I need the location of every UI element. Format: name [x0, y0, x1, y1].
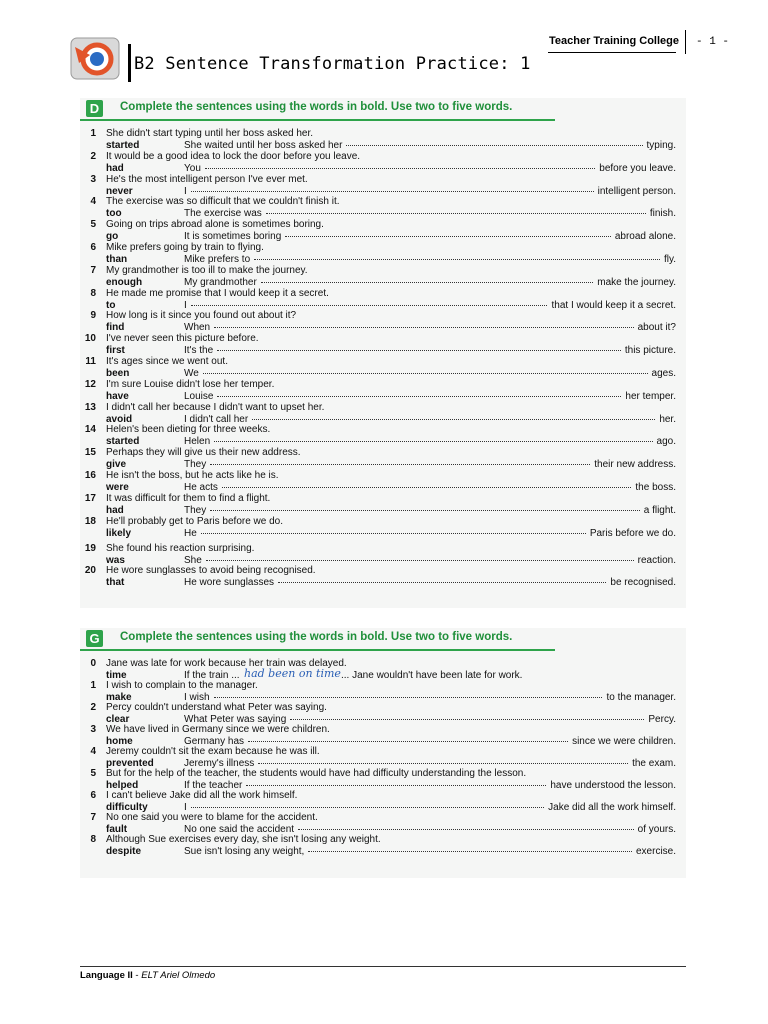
answer-blank-line: [252, 419, 655, 420]
exercise-d-letter: D: [86, 100, 103, 117]
item-prompt-start: Germany has: [184, 736, 245, 747]
answer-blank-line: [191, 305, 547, 306]
item-prompt-start: Helen: [184, 436, 211, 448]
exercise-item: [80, 151, 686, 175]
exercise-item: [80, 402, 686, 426]
item-number: 0: [90, 658, 96, 669]
item-prompt-end: be recognised.: [610, 577, 676, 589]
exercise-item: [80, 724, 686, 748]
item-prompt-start: Sue isn't losing any weight,: [184, 846, 305, 857]
item-keyword: make: [106, 692, 132, 703]
exercise-item: [80, 424, 686, 448]
exercise-item: [80, 174, 686, 198]
item-keyword: had: [106, 162, 124, 174]
answer-blank-line: [246, 785, 546, 786]
item-number: 15: [84, 447, 96, 459]
item-sentence: He'll probably get to Paris before we do.: [106, 515, 284, 527]
item-example-answer: had been on time: [244, 667, 341, 680]
item-keyword: difficulty: [106, 802, 148, 813]
item-sentence: Helen's been dieting for three weeks.: [106, 424, 271, 436]
exercise-item: [80, 702, 686, 726]
item-number: 5: [90, 219, 96, 231]
item-prompt-start: He acts: [184, 482, 218, 493]
item-prompt-end: abroad alone.: [614, 231, 676, 243]
item-prompt-start: No one said the accident: [184, 824, 295, 835]
answer-blank-line: [248, 741, 568, 742]
item-keyword: to: [106, 299, 116, 311]
item-prompt-start: I: [184, 802, 187, 813]
item-number: 1: [90, 128, 96, 139]
item-number: 2: [90, 702, 96, 713]
item-prompt-end: the boss.: [635, 482, 676, 493]
title-bar: [128, 44, 131, 82]
item-prompt-end: have understood the lesson.: [550, 780, 676, 791]
answer-blank-line: [222, 487, 631, 488]
footer-separator: -: [132, 970, 142, 981]
item-keyword: home: [106, 736, 133, 747]
exercise-d-instruction: Complete the sentences using the words in bold. Use two to five words.: [120, 101, 513, 113]
page-title: B2 Sentence Transformation Practice: 1: [134, 54, 531, 74]
item-prompt-start: I wish: [184, 692, 210, 703]
item-sentence: My grandmother is too ill to make the journey.: [106, 264, 308, 276]
item-prompt-start: She: [184, 554, 202, 566]
item-sentence: No one said you were to blame for the accident.: [106, 812, 318, 823]
item-sentence: I've never seen this picture before.: [106, 333, 259, 345]
item-prompt-start: I: [184, 299, 187, 311]
item-keyword: that: [106, 577, 125, 589]
item-prompt-end: this picture.: [624, 345, 676, 357]
exercise-g-letter: G: [86, 630, 103, 647]
item-sentence: She found his reaction surprising.: [106, 542, 255, 554]
item-keyword: first: [106, 345, 125, 357]
exercise-d-box: [80, 98, 686, 608]
item-prompt-end: since we were children.: [572, 736, 676, 747]
item-keyword: been: [106, 368, 130, 379]
item-number: 14: [84, 424, 96, 436]
item-keyword: started: [106, 436, 140, 448]
item-number: 10: [84, 333, 96, 345]
exercise-item: [80, 470, 686, 494]
item-sentence: He isn't the boss, but he acts like he is.: [106, 470, 279, 481]
item-prompt-end: a flight.: [643, 504, 676, 516]
item-sentence: It would be a good idea to lock the door before you leave.: [106, 150, 361, 162]
item-sentence: He's the most intelligent person I've ever met.: [106, 173, 308, 185]
item-prompt-end: her temper.: [625, 390, 676, 402]
exercise-item: [80, 768, 686, 792]
item-prompt-start: If the teacher: [184, 780, 243, 791]
item-prompt-end: that I would keep it a secret.: [551, 299, 676, 311]
exercise-item: [80, 680, 686, 704]
item-number: 5: [90, 768, 96, 779]
answer-blank-line: [217, 396, 621, 397]
item-number: 2: [90, 150, 96, 162]
item-number: 16: [84, 470, 96, 481]
item-sentence: Percy couldn't understand what Peter was saying.: [106, 702, 327, 713]
item-prompt-end: make the journey.: [597, 276, 676, 288]
item-sentence: Jane was late for work because her train was delayed.: [106, 658, 347, 669]
answer-blank-line: [258, 763, 628, 764]
item-prompt-end: intelligent person.: [597, 185, 676, 197]
footer-author: ELT Ariel Olmedo: [141, 970, 216, 981]
item-prompt-end: reaction.: [637, 554, 676, 566]
exercise-item: [80, 447, 686, 471]
answer-blank-line: [278, 582, 606, 583]
item-sentence: It was difficult for them to find a flight.: [106, 492, 271, 504]
item-number: 9: [90, 310, 96, 322]
item-number: 20: [84, 565, 96, 577]
item-number: 7: [90, 264, 96, 276]
exercise-g-box: [80, 628, 686, 878]
item-prompt-start: He: [184, 527, 197, 539]
exercise-d-header: [80, 98, 686, 120]
item-number: 8: [90, 834, 96, 845]
item-keyword: never: [106, 185, 133, 197]
item-prompt-end: ago.: [656, 436, 676, 448]
answer-blank-line: [290, 719, 644, 720]
item-keyword: enough: [106, 276, 143, 288]
exercise-item: [80, 658, 686, 682]
item-number: 18: [84, 515, 96, 527]
exercise-item: [80, 746, 686, 770]
item-sentence: The exercise was so difficult that we couldn't finish it.: [106, 196, 340, 208]
item-prompt-end: fly.: [663, 254, 676, 265]
exercise-item: [80, 196, 686, 220]
answer-blank-line: [308, 851, 632, 852]
answer-blank-line: [191, 191, 594, 192]
answer-blank-line: [214, 697, 602, 698]
item-keyword: had: [106, 504, 124, 516]
item-sentence: She didn't start typing until her boss asked her.: [106, 128, 314, 139]
item-number: 1: [90, 680, 96, 691]
item-keyword: was: [106, 554, 125, 566]
footer: [80, 970, 215, 981]
item-sentence: Mike prefers going by train to flying.: [106, 242, 264, 253]
footer-rule: [80, 966, 686, 967]
exercise-g-underline: [80, 649, 555, 651]
item-prompt-end: her.: [659, 413, 676, 425]
item-prompt-start: It's the: [184, 345, 214, 357]
answer-blank-line: [191, 807, 544, 808]
item-prompt-start: You: [184, 162, 201, 174]
item-prompt-end: Paris before we do.: [589, 527, 676, 539]
item-number: 4: [90, 196, 96, 208]
item-sentence: Perhaps they will give us their new address.: [106, 447, 301, 459]
answer-blank-line: [285, 236, 611, 237]
item-keyword: have: [106, 390, 129, 402]
answer-blank-line: [210, 464, 590, 465]
item-sentence: Going on trips abroad alone is sometimes boring.: [106, 219, 324, 231]
exercise-d-underline: [80, 119, 555, 121]
answer-blank-line: [266, 213, 646, 214]
item-sentence: He wore sunglasses to avoid being recognised.: [106, 565, 316, 577]
college-underline: [548, 52, 676, 53]
answer-blank-line: [203, 373, 648, 374]
answer-blank-line: [217, 350, 621, 351]
exercise-item: [80, 356, 686, 380]
item-prompt-end: exercise.: [635, 846, 676, 857]
item-example-suffix: ... Jane wouldn't have been late for work.: [341, 670, 523, 681]
item-sentence: But for the help of the teacher, the students would have had difficulty understanding the lesson.: [106, 768, 527, 779]
item-keyword: find: [106, 322, 125, 334]
answer-blank-line: [205, 168, 595, 169]
answer-blank-line: [210, 510, 640, 511]
item-number: 7: [90, 812, 96, 823]
answer-blank-line: [214, 327, 634, 328]
item-keyword: than: [106, 254, 128, 265]
item-keyword: were: [106, 482, 129, 493]
circular-arrow-logo-icon: [70, 37, 122, 81]
item-keyword: fault: [106, 824, 128, 835]
answer-blank-line: [254, 259, 660, 260]
item-keyword: clear: [106, 714, 130, 725]
item-prompt-start: When: [184, 322, 211, 334]
item-sentence: I'm sure Louise didn't lose her temper.: [106, 378, 275, 390]
exercise-item: [80, 288, 686, 312]
exercise-item: [80, 242, 686, 266]
exercise-item: [80, 128, 686, 152]
item-number: 12: [84, 378, 96, 390]
item-sentence: It's ages since we went out.: [106, 356, 228, 367]
item-prompt-end: of yours.: [637, 824, 676, 835]
college-name: Teacher Training College: [549, 35, 679, 47]
answer-blank-line: [298, 829, 634, 830]
exercise-item: [80, 565, 686, 589]
answer-blank-line: [206, 560, 634, 561]
item-sentence: I didn't call her because I didn't want to upset her.: [106, 401, 325, 413]
item-prompt-start: Louise: [184, 390, 214, 402]
footer-course: Language II: [80, 970, 133, 981]
item-sentence: I can't believe Jake did all the work himself.: [106, 790, 298, 801]
item-keyword: time: [106, 670, 127, 681]
exercise-item: [80, 333, 686, 357]
item-prompt-start: I: [184, 185, 187, 197]
item-sentence: He made me promise that I would keep it a secret.: [106, 287, 329, 299]
item-number: 8: [90, 287, 96, 299]
item-prompt-end: Jake did all the work himself.: [548, 802, 676, 813]
exercise-item: [80, 265, 686, 289]
item-sentence: I wish to complain to the manager.: [106, 680, 258, 691]
item-prompt-end: to the manager.: [606, 692, 676, 703]
item-number: 13: [84, 401, 96, 413]
item-prompt-end: ages.: [651, 368, 676, 379]
header-divider: [685, 30, 686, 54]
exercise-item: [80, 543, 686, 567]
item-prompt-end: before you leave.: [599, 162, 676, 174]
item-keyword: too: [106, 208, 122, 220]
item-keyword: started: [106, 140, 140, 151]
item-keyword: helped: [106, 780, 139, 791]
exercise-g-instruction: Complete the sentences using the words in bold. Use two to five words.: [120, 631, 513, 643]
item-number: 3: [90, 724, 96, 735]
item-number: 3: [90, 173, 96, 185]
item-prompt-start: It is sometimes boring: [184, 231, 282, 243]
exercise-item: [80, 493, 686, 517]
item-keyword: prevented: [106, 758, 154, 769]
item-number: 4: [90, 746, 96, 757]
item-prompt-start: She waited until her boss asked her: [184, 140, 343, 151]
item-number: 11: [85, 356, 96, 367]
item-prompt-start: My grandmother: [184, 276, 257, 288]
answer-blank-line: [214, 441, 653, 442]
page-number: - 1 -: [696, 36, 730, 48]
answer-blank-line: [201, 533, 586, 534]
item-prompt-start: If the train ...: [184, 670, 240, 681]
item-prompt-start: I didn't call her: [184, 413, 249, 425]
exercise-item: [80, 834, 686, 858]
exercise-g-header: [80, 628, 686, 650]
item-sentence: Jeremy couldn't sit the exam because he was ill.: [106, 746, 320, 757]
answer-blank-line: [346, 145, 643, 146]
item-prompt-end: their new address.: [594, 459, 676, 471]
item-prompt-start: What Peter was saying: [184, 714, 287, 725]
item-number: 6: [90, 790, 96, 801]
item-number: 6: [90, 242, 96, 253]
item-prompt-start: He wore sunglasses: [184, 577, 275, 589]
item-sentence: Although Sue exercises every day, she isn't losing any weight.: [106, 834, 381, 845]
item-keyword: give: [106, 459, 127, 471]
exercise-item: [80, 219, 686, 243]
item-prompt-end: about it?: [637, 322, 676, 334]
item-prompt-start: The exercise was: [184, 208, 262, 220]
exercise-item: [80, 516, 686, 540]
item-keyword: likely: [106, 527, 132, 539]
item-number: 19: [84, 542, 96, 554]
exercise-item: [80, 310, 686, 334]
item-prompt-end: typing.: [646, 140, 676, 151]
answer-blank-line: [261, 282, 593, 283]
item-prompt-start: Mike prefers to: [184, 254, 251, 265]
item-prompt-end: finish.: [649, 208, 676, 220]
item-prompt-start: They: [184, 504, 207, 516]
exercise-item: [80, 790, 686, 814]
exercise-item: [80, 379, 686, 403]
item-keyword: go: [106, 231, 119, 243]
item-keyword: despite: [106, 846, 142, 857]
item-sentence: We have lived in Germany since we were children.: [106, 724, 330, 735]
item-prompt-end: Percy.: [648, 714, 676, 725]
exercise-item: [80, 812, 686, 836]
item-prompt-start: Jeremy's illness: [184, 758, 255, 769]
item-keyword: avoid: [106, 413, 133, 425]
item-prompt-end: the exam.: [632, 758, 676, 769]
item-number: 17: [84, 492, 96, 504]
item-sentence: How long is it since you found out about it?: [106, 310, 297, 322]
item-prompt-start: We: [184, 368, 199, 379]
item-prompt-start: They: [184, 459, 207, 471]
